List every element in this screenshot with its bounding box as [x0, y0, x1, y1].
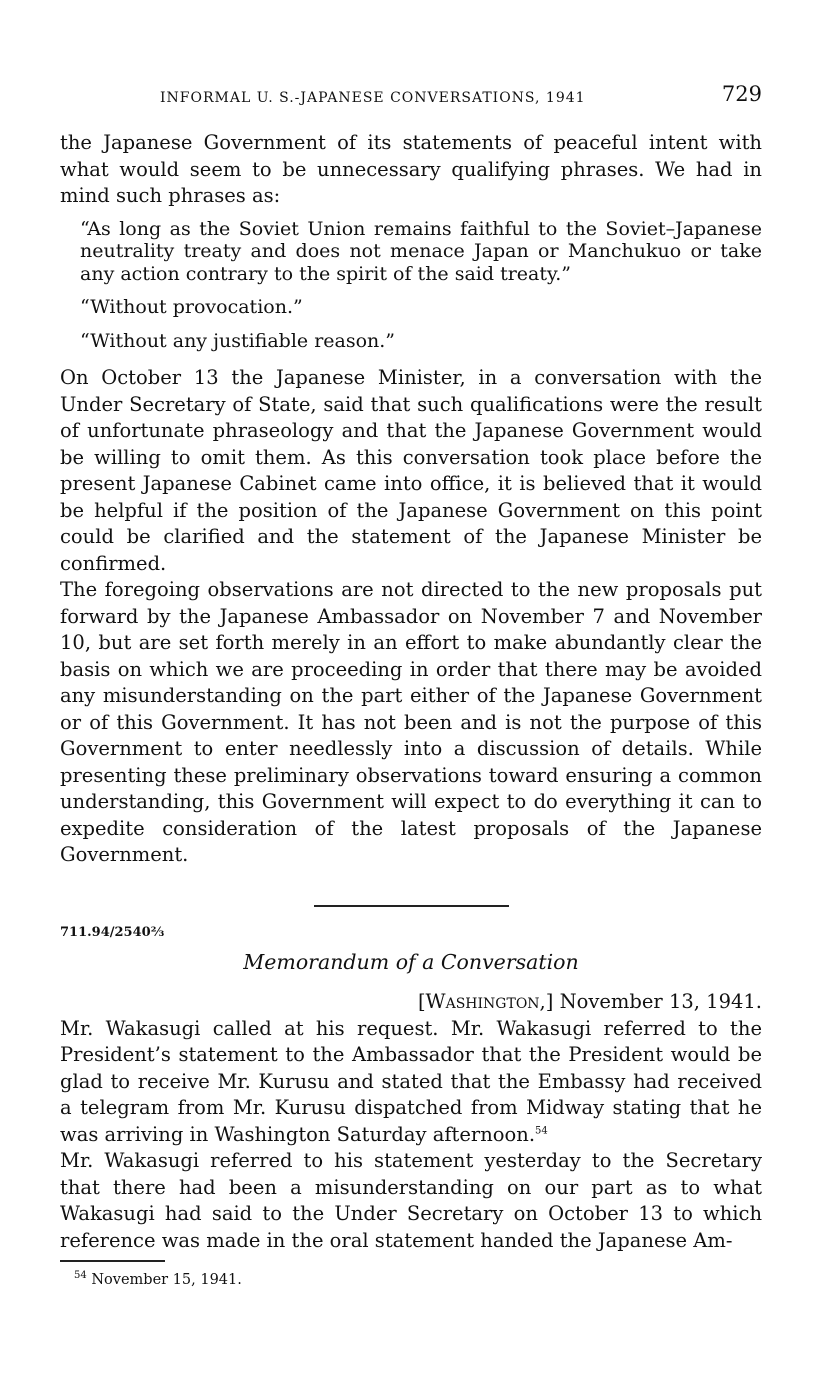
footnote-reference: 54 [535, 1125, 548, 1136]
paragraph-foregoing-observations: The foregoing observations are not directed to the new proposals put forward by the Japanese Ambassador on November 7 and November 10, but are set forth merely in an effort to make abundantly clear the basis on which we are proceeding in order that there may be avoided any misunderstanding on the part either of the Japanese Government or of this Government. It has not been and is not the purpose of this Government to enter needlessly into a discussion of details. While presenting these preliminary observations toward ensuring a common understanding, this Government will expect to do everything it can to expedite consideration of the latest proposals of the Japanese Government. [60, 578, 762, 866]
memo-paragraph-1-text: Mr. Wakasugi called at his request. Mr. Wakasugi referred to the President’s statement to the Ambassador that the President would be glad to receive Mr. Kurusu and stated that the Embassy had received a telegram from Mr. Kurusu dispatched from Midway stating that he was arriving in Washington Saturday afternoon. [60, 1016, 762, 1146]
dateline-date: November 13, 1941. [559, 989, 762, 1013]
section-divider [314, 905, 509, 907]
footnote [60, 1272, 762, 1288]
document-page [60, 82, 762, 1288]
memo-paragraph-2: Mr. Wakasugi referred to his statement yesterday to the Secretary that there had been a misunderstanding on our part as to what Wakasugi had said to the Under Secretary on October 13 to which reference was made in the oral statement handed the Japanese Am- [60, 1149, 762, 1252]
footnote-divider [60, 1260, 165, 1262]
paragraph-october-13: On October 13 the Japanese Minister, in a conversation with the Under Secretary of State, said that such qualifications were the result of unfortunate phraseology and that the Japanese Government would be willing to omit them. As this conversation took place before the present Japanese Cabinet came into office, it is believed that it would be helpful if the position of the Japanese Government on this point could be clarified and the statement of the Japanese Minister be confirmed. [60, 366, 762, 575]
page-number: 729 [721, 82, 762, 106]
running-title: INFORMAL U. S.-JAPANESE CONVERSATIONS, 1941 [160, 90, 586, 106]
memo-paragraph-1 [60, 1016, 762, 1149]
memo-title: Memorandum of a Conversation [243, 949, 579, 974]
footnote-marker: 54 [74, 1270, 87, 1282]
dateline [60, 988, 762, 1016]
dateline-place: [Washington,] [417, 989, 554, 1013]
quoted-phrase-provocation: “Without provocation.” [80, 296, 303, 318]
quoted-phrase-justifiable: “Without any justifiable reason.” [80, 330, 396, 352]
file-mark: ⅔ [150, 924, 165, 940]
footnote-text: November 15, 1941. [91, 1272, 242, 1288]
file-number [60, 925, 762, 940]
running-header [60, 82, 762, 118]
paragraph-continued: the Japanese Government of its statements of peaceful intent with what would seem to be unnecessary qualifying phrases. We had in mind such phrases as: [60, 131, 762, 207]
file-number-text: 711.94/2540 [60, 924, 151, 940]
quoted-phrase-soviet: “As long as the Soviet Union remains faithful to the Soviet–Japanese neutrality treaty and does not menace Japan or Manchukuo or take any action contrary to the spirit of the said treaty.” [80, 217, 762, 285]
